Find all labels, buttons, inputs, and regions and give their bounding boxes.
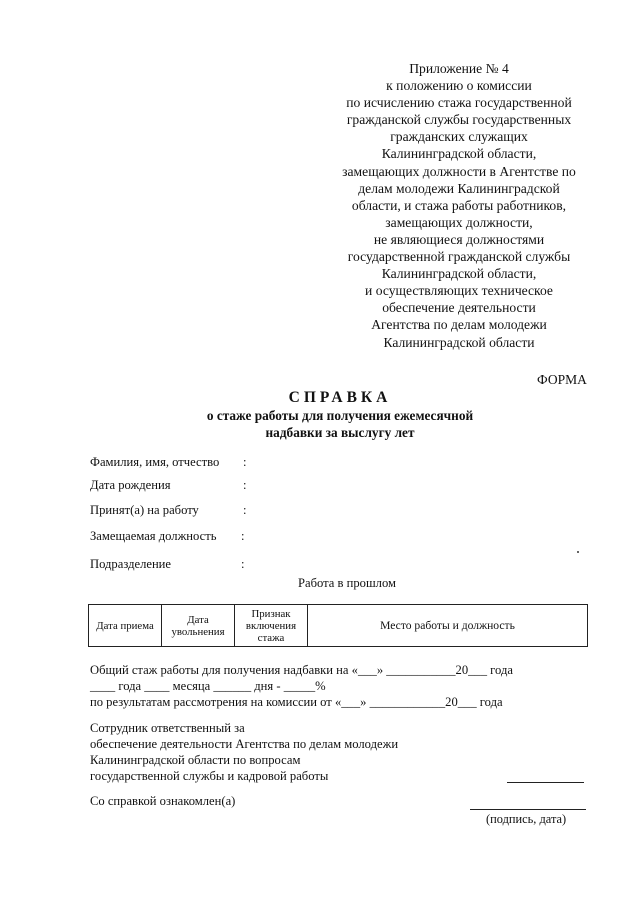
responsible-line-4: государственной службы и кадровой работы	[90, 769, 329, 783]
field-position: Замещаемая должность	[90, 529, 217, 543]
field-full-name: Фамилия, имя, отчество	[90, 455, 220, 469]
appendix-line: государственной гражданской службы	[347, 249, 571, 265]
appendix-header	[318, 60, 600, 351]
title-main: СПРАВКА	[288, 389, 392, 406]
appendix-line: не являющиеся должностями	[373, 231, 545, 247]
appendix-line: к положению о комиссии	[386, 78, 532, 94]
appendix-line: Калининградской области,	[381, 146, 537, 162]
responsible-line-3: Калининградской области по вопросам	[90, 753, 301, 767]
appendix-line: обеспечение деятельности	[382, 300, 536, 316]
table-header-inclusion-sign: Признак включения стажа	[235, 605, 308, 647]
title-line-2: надбавки за выслугу лет	[265, 425, 415, 440]
field-division: Подразделение	[90, 557, 172, 571]
appendix-line: области, и стажа работы работников,	[351, 197, 567, 213]
field-colon: :	[243, 478, 247, 492]
table-header-hire-date: Дата приема	[89, 605, 162, 647]
scan-speck	[577, 551, 579, 553]
work-history-table	[88, 604, 588, 647]
acquainted-signature-line	[470, 809, 586, 810]
appendix-line: замещающих должности,	[385, 214, 533, 230]
field-hired: Принят(а) на работу	[90, 503, 199, 517]
appendix-line: и осуществляющих техническое	[365, 283, 553, 299]
responsible-line-2: обеспечение деятельности Агентства по делам молодежи	[90, 737, 399, 751]
appendix-line: Калининградской области	[383, 334, 535, 350]
appendix-line: делам молодежи Калининградской	[358, 180, 560, 196]
total-service-line-3: по результатам рассмотрения на комиссии от «___» ____________20___ года	[90, 695, 503, 709]
appendix-line: Приложение № 4	[409, 61, 509, 76]
table-header-workplace: Место работы и должность	[308, 605, 588, 647]
appendix-line: гражданских служащих	[390, 129, 528, 145]
form-label: ФОРМА	[537, 372, 587, 387]
table-header-row	[89, 605, 588, 647]
field-colon: :	[241, 557, 245, 571]
table-header-dismissal-date: Дата увольнения	[162, 605, 235, 647]
field-colon: :	[243, 455, 247, 469]
appendix-line: Калининградской области,	[381, 266, 537, 282]
responsible-signature-line	[507, 782, 584, 783]
field-colon: :	[241, 529, 245, 543]
signature-caption: (подпись, дата)	[486, 812, 567, 826]
total-service-line-2: ____ года ____ месяца ______ дня - _____%	[90, 679, 326, 693]
document-title	[140, 389, 540, 441]
appendix-line: Агентства по делам молодежи	[371, 317, 547, 333]
acquainted-label: Со справкой ознакомлен(а)	[90, 794, 236, 808]
field-colon: :	[243, 503, 247, 517]
appendix-line: гражданской службы государственных	[346, 112, 572, 128]
total-service-line-1: Общий стаж работы для получения надбавки на «___» ___________20___ года	[90, 663, 513, 677]
responsible-line-1: Сотрудник ответственный за	[90, 721, 245, 735]
appendix-line: замещающих должности в Агентстве по	[342, 163, 576, 179]
field-birth-date: Дата рождения	[90, 478, 171, 492]
title-line-1: о стаже работы для получения ежемесячной	[206, 408, 474, 423]
past-work-heading: Работа в прошлом	[298, 576, 396, 590]
appendix-line: по исчислению стажа государственной	[346, 95, 572, 111]
